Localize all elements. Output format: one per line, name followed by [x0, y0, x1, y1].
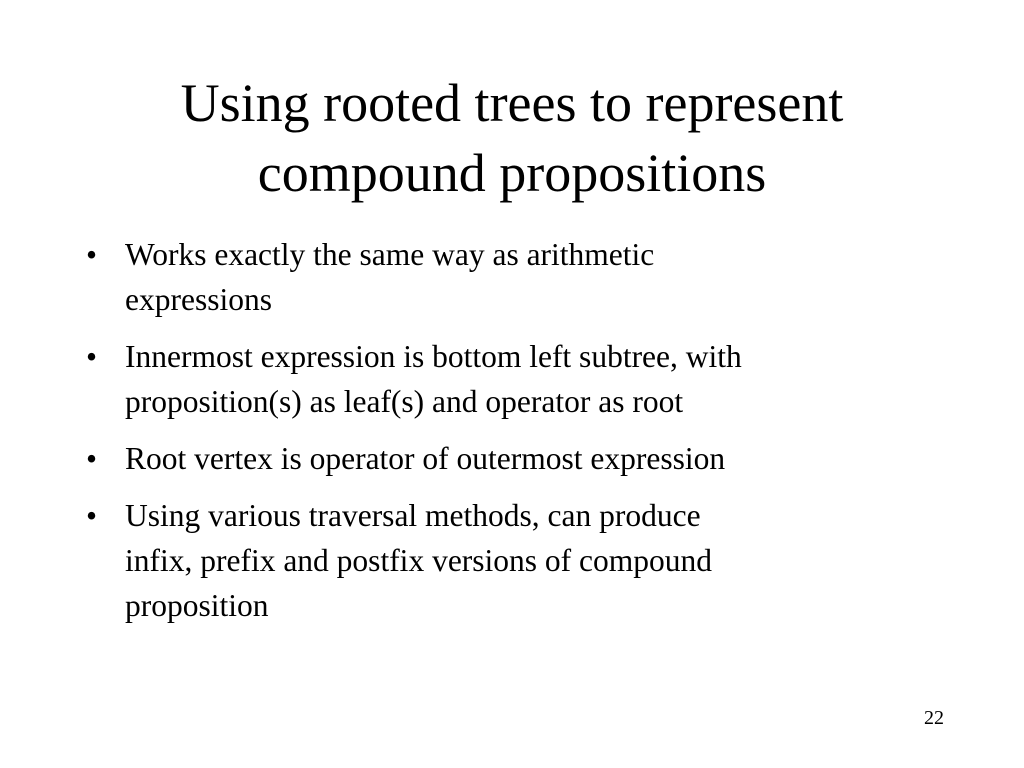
bullet-text-line: proposition [125, 588, 269, 623]
bullet-item-innermost-expression [86, 334, 946, 424]
bullet-text-line: Innermost expression is bottom left subtree, with [125, 339, 742, 374]
slide-title-line-2: compound propositions [257, 143, 767, 203]
slide-title-line-1: Using rooted trees to represent [180, 73, 844, 133]
bullet-marker: • [86, 237, 98, 272]
bullet-text-line: expressions [125, 282, 272, 317]
bullet-item-root-vertex [86, 436, 946, 481]
bullet-list [86, 232, 946, 640]
page-number: 22 [924, 707, 944, 729]
bullet-text-line: Root vertex is operator of outermost expression [125, 441, 726, 476]
bullet-marker: • [86, 441, 98, 476]
slide-title [64, 68, 960, 208]
bullet-text-line: Works exactly the same way as arithmetic [125, 237, 655, 272]
bullet-marker: • [86, 339, 98, 374]
bullet-item-works-like-arithmetic [86, 232, 946, 322]
bullet-item-traversal-methods [86, 493, 946, 628]
bullet-text-line: Using various traversal methods, can produce [125, 498, 701, 533]
bullet-text-line: infix, prefix and postfix versions of compound [125, 543, 713, 578]
bullet-marker: • [86, 498, 98, 533]
bullet-text-line: proposition(s) as leaf(s) and operator as root [125, 384, 684, 419]
